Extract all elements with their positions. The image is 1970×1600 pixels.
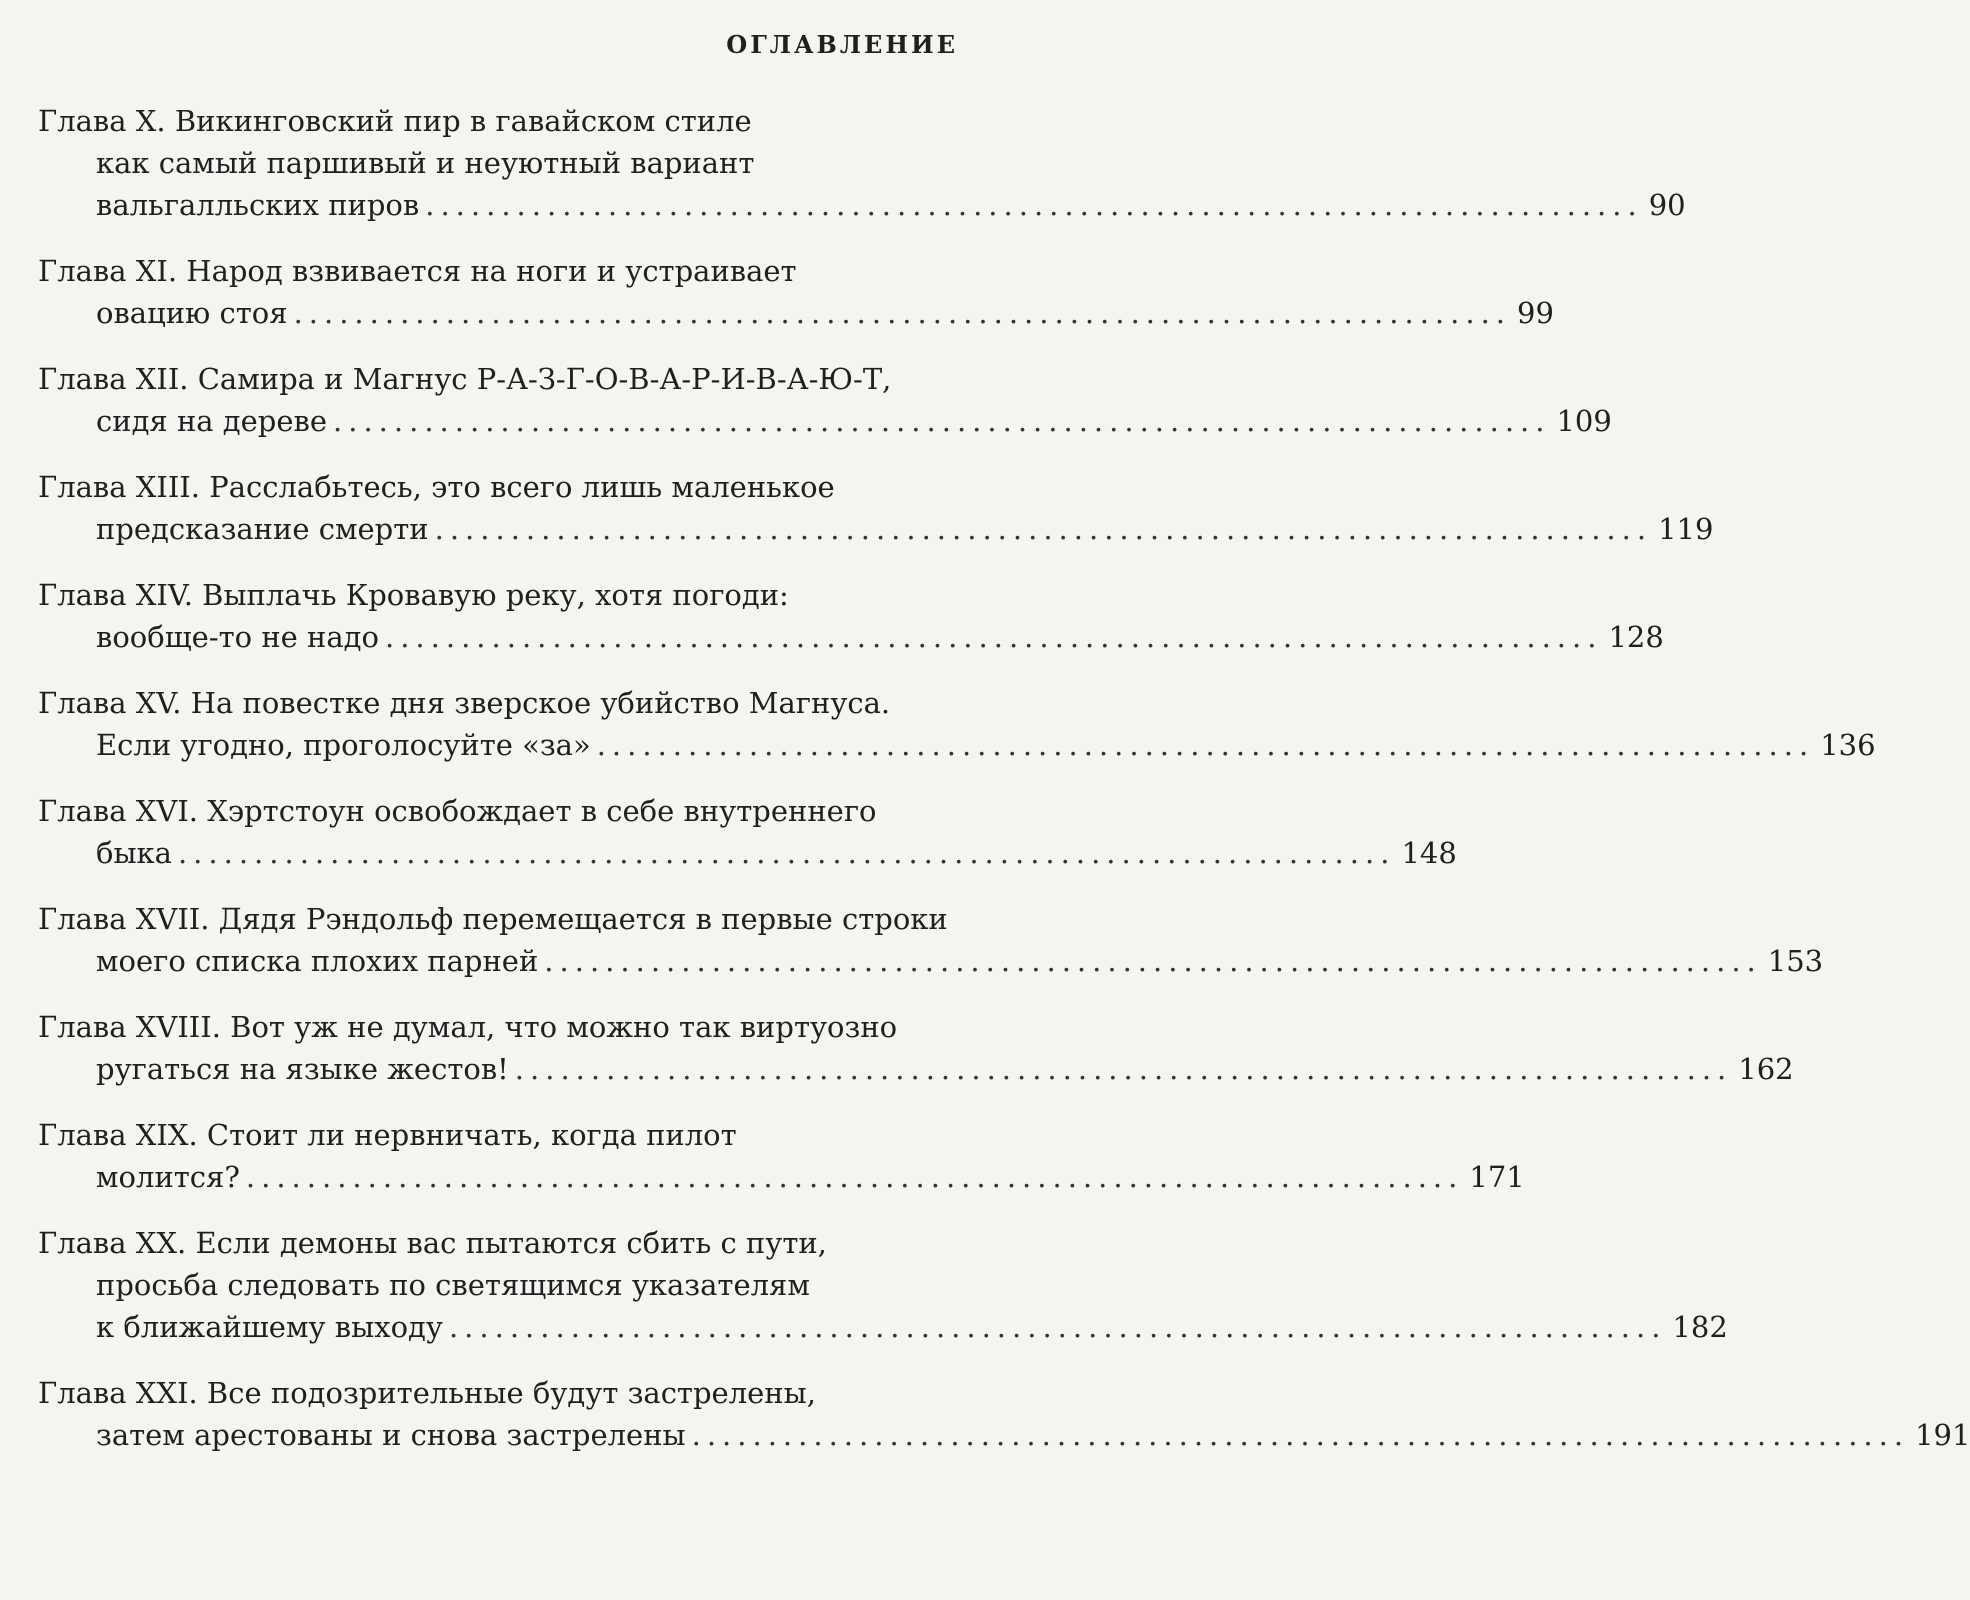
dot-leader: ................................................................................ bbox=[245, 1160, 1464, 1194]
toc-entry bbox=[38, 100, 1686, 226]
toc-entry-line: Глава XIII. Расслабьтесь, это всего лишь маленькое bbox=[38, 470, 835, 504]
toc-entry-last-line bbox=[38, 1306, 1728, 1348]
toc-entry bbox=[38, 682, 1876, 766]
toc-entry-line: Глава XI. Народ взвивается на ноги и устраивает bbox=[38, 254, 797, 288]
toc-entry-last-line bbox=[38, 1156, 1525, 1198]
toc-entry-line: Глава XXI. Все подозрительные будут застрелены, bbox=[38, 1376, 816, 1410]
page-number: 99 bbox=[1517, 296, 1554, 330]
toc-entry bbox=[38, 358, 1612, 442]
page-number: 153 bbox=[1767, 944, 1824, 978]
toc-entry-text: молится? bbox=[96, 1160, 240, 1194]
dot-leader: ................................................................................ bbox=[177, 836, 1396, 870]
dot-leader: ................................................................................ bbox=[333, 404, 1551, 438]
toc-entry-last-line bbox=[38, 508, 1714, 550]
toc-entry-text: сидя на дереве bbox=[96, 404, 328, 438]
table-of-contents bbox=[38, 100, 1970, 1480]
dot-leader: ................................................................................ bbox=[514, 1052, 1733, 1086]
toc-entry-line: Глава XIX. Стоит ли нервничать, когда пилот bbox=[38, 1118, 737, 1152]
toc-entry-last-line bbox=[38, 940, 1824, 982]
page-number: 171 bbox=[1469, 1160, 1525, 1194]
page-number: 90 bbox=[1648, 188, 1686, 222]
page-number: 191 bbox=[1915, 1418, 1970, 1452]
toc-entry-line: Глава X. Викинговский пир в гавайском стиле bbox=[38, 104, 752, 138]
toc-entry-last-line bbox=[38, 832, 1457, 874]
toc-entry-text: Если угодно, проголосуйте «за» bbox=[96, 728, 591, 762]
toc-entry-line: Глава XV. На повестке дня зверское убийство Магнуса. bbox=[38, 686, 891, 720]
toc-entry-last-line bbox=[38, 724, 1876, 766]
toc-entry-line: Глава XII. Самира и Магнус Р-А-З-Г-О-В-А-Р-И-В-А-Ю-Т, bbox=[38, 362, 892, 396]
toc-entry-line: Глава XX. Если демоны вас пытаются сбить с пути, bbox=[38, 1226, 827, 1260]
toc-entry bbox=[38, 466, 1714, 550]
toc-entry-last-line bbox=[38, 400, 1612, 442]
toc-entry-last-line bbox=[38, 616, 1664, 658]
toc-entry-text: к ближайшему выходу bbox=[96, 1310, 443, 1344]
toc-entry bbox=[38, 898, 1824, 982]
page-number: 128 bbox=[1608, 620, 1664, 654]
toc-entry bbox=[38, 1372, 1970, 1456]
page-number: 136 bbox=[1820, 728, 1876, 762]
toc-entry-text: быка bbox=[96, 836, 172, 870]
toc-entry bbox=[38, 574, 1664, 658]
toc-entry-text: затем арестованы и снова застрелены bbox=[96, 1418, 686, 1452]
toc-entry-line: как самый паршивый и неуютный вариант bbox=[96, 146, 755, 180]
toc-entry-text: вообще-то не надо bbox=[96, 620, 379, 654]
toc-entry-line: Глава XVI. Хэртстоун освобождает в себе внутреннего bbox=[38, 794, 877, 828]
toc-entry-line: Глава XIV. Выплачь Кровавую реку, хотя погоди: bbox=[38, 578, 789, 612]
page-header: ОГЛАВЛЕНИЕ bbox=[726, 30, 958, 59]
toc-entry-line: Глава XVII. Дядя Рэндольф перемещается в первые строки bbox=[38, 902, 948, 936]
toc-entry bbox=[38, 250, 1554, 334]
page-number: 148 bbox=[1401, 836, 1457, 870]
toc-entry bbox=[38, 1114, 1525, 1198]
dot-leader: ................................................................................ bbox=[544, 944, 1762, 978]
page-number: 182 bbox=[1672, 1310, 1728, 1344]
toc-entry-text: предсказание смерти bbox=[96, 512, 429, 546]
toc-entry bbox=[38, 1006, 1794, 1090]
dot-leader: ................................................................................ bbox=[425, 188, 1643, 222]
toc-entry-text: вальгалльских пиров bbox=[96, 188, 420, 222]
toc-entry-text: ругаться на языке жестов! bbox=[96, 1052, 509, 1086]
toc-entry-last-line bbox=[38, 1414, 1970, 1456]
dot-leader: ................................................................................ bbox=[691, 1418, 1910, 1452]
page-number: 162 bbox=[1738, 1052, 1794, 1086]
toc-entry-last-line bbox=[38, 292, 1554, 334]
dot-leader: ................................................................................ bbox=[448, 1310, 1667, 1344]
toc-entry-line: просьба следовать по светящимся указателям bbox=[96, 1268, 810, 1302]
dot-leader: ................................................................................ bbox=[293, 296, 1512, 330]
toc-entry bbox=[38, 1222, 1728, 1348]
page-number: 109 bbox=[1556, 404, 1612, 438]
dot-leader: ................................................................................ bbox=[434, 512, 1653, 546]
dot-leader: ................................................................................ bbox=[385, 620, 1603, 654]
toc-entry bbox=[38, 790, 1457, 874]
dot-leader: ................................................................................ bbox=[596, 728, 1815, 762]
toc-entry-text: моего списка плохих парней bbox=[96, 944, 539, 978]
toc-entry-text: овацию стоя bbox=[96, 296, 288, 330]
toc-entry-last-line bbox=[38, 184, 1686, 226]
page-number: 119 bbox=[1658, 512, 1714, 546]
toc-entry-last-line bbox=[38, 1048, 1794, 1090]
toc-entry-line: Глава XVIII. Вот уж не думал, что можно так виртуозно bbox=[38, 1010, 898, 1044]
